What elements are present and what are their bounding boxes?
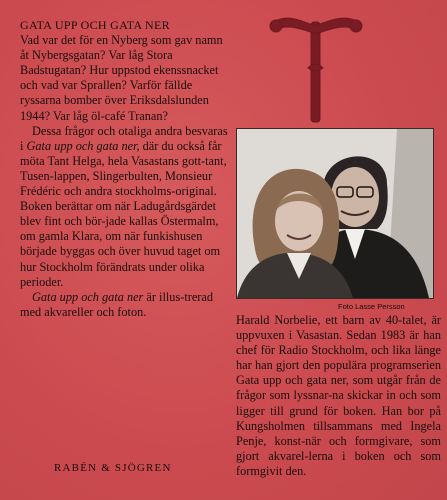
photo-credit: Foto Lasse Persson	[338, 302, 405, 311]
author-photo	[236, 128, 434, 299]
publisher-name: RABÉN & SJÖGREN	[54, 462, 172, 474]
questions-text-b: där du också får möta Tant Helga, hela Vasastans gott-tant, Tusen-lappen, Slingerbulten, Monsieur Frédéric och andra stockholms-original. Boken berättar om när Ladugårdsgärdet blev fint och bör-jade kallas Östermalm, om gamla Klara, om när funkishusen började byggas och över huvud taget om hur Stockholm förändrats under olika perioder.	[20, 138, 227, 289]
illustration-paragraph	[20, 290, 232, 320]
questions-paragraph	[20, 124, 232, 290]
author-bio: Harald Norbelie, ett barn av 40-talet, är uppvuxen i Vasastan. Sedan 1983 är han chef för Radio Stockholm, och lika länge har han gjort den populära programserien Gata upp och gata ner, som utgår från de frågor som lyssnar-na skickar in och som ligger till grund för boken. Han bor på Kungsholmen tillsammans med Ingela Penje, konst-när och formgivare, som gjort akvarel-lerna i boken och som formgivit den.	[236, 313, 441, 478]
author-column	[236, 313, 441, 479]
street-sign-emblem-icon	[268, 8, 364, 126]
questions-text-a: Dessa frågor och otaliga andra besvaras i	[20, 123, 228, 153]
intro-paragraph: Vad var det för en Nyberg som gav namn åt Nybergsgatan? Var låg Stora Badstugatan? Hur uppstod ekenssnacket och vad var Sprallen? Varför fällde ryssarna bomber över Eriksdalslunden 1944? Var låg öl-café Tranan?	[20, 33, 223, 123]
book-title-inline-2: Gata upp och gata ner	[32, 289, 144, 304]
description-column	[20, 18, 232, 320]
book-heading: GATA UPP OCH GATA NER	[20, 18, 170, 32]
book-title-inline: Gata upp och gata ner,	[26, 138, 140, 153]
illustration-text: är illus-trerad med akvareller och foton.	[20, 289, 214, 319]
